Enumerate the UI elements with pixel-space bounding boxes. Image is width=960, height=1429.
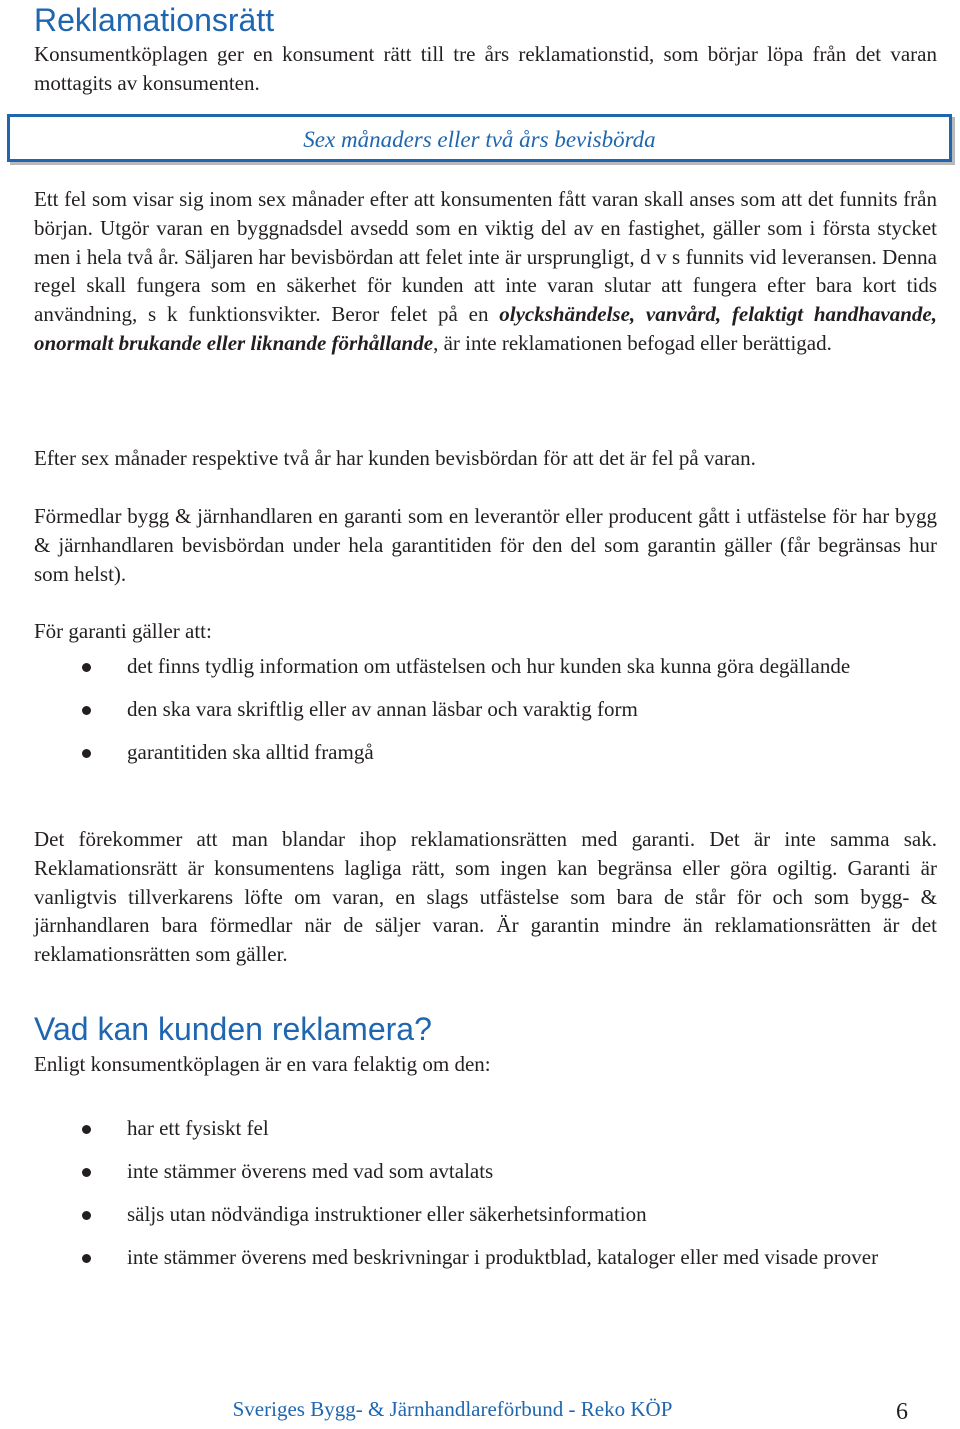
list-item: det finns tydlig information om utfästelsen och hur kunden ska kunna göra degällande — [34, 649, 937, 685]
bullet-icon — [82, 706, 91, 715]
section-title-vad-kan-kunden-reklamera: Vad kan kunden reklamera? — [34, 1011, 432, 1047]
list-item: garantitiden ska alltid framgå — [34, 735, 937, 771]
list-item: inte stämmer överens med vad som avtalats — [34, 1154, 937, 1190]
burden-paragraph — [34, 185, 937, 358]
defect-intro: Enligt konsumentköplagen är en vara felaktig om den: — [34, 1052, 491, 1076]
intro-paragraph: Konsumentköplagen ger en konsument rätt till tre års reklamationstid, som börjar löpa från det varan mottagits av konsumenten. — [34, 42, 937, 95]
burden-of-proof-box — [7, 114, 952, 162]
defect-bullet-list — [34, 1111, 937, 1283]
bullet-icon — [82, 1254, 91, 1263]
bullet-icon — [82, 1125, 91, 1134]
section-title-reklamationsratt: Reklamationsrätt — [34, 2, 275, 38]
mediated-guarantee-paragraph: Förmedlar bygg & järnhandlaren en garanti som en leverantör eller producent gått i utfästelse för har bygg & järnhandlaren bevisbördan under hela garantitiden för den del som garantin gäller (får begränsas hur som helst). — [34, 504, 937, 586]
after-six-months-paragraph: Efter sex månader respektive två år har kunden bevisbördan för att det är fel på varan. — [34, 446, 756, 470]
guarantee-bullet-list — [34, 649, 937, 778]
list-item: har ett fysiskt fel — [34, 1111, 937, 1147]
bullet-icon — [82, 749, 91, 758]
box-title: Sex månaders eller två års bevisbörda — [303, 127, 656, 152]
guarantee-lead: För garanti gäller att: — [34, 619, 212, 643]
bullet-icon — [82, 663, 91, 672]
footer-text: Sveriges Bygg- & Järnhandlareförbund - Reko KÖP — [232, 1397, 673, 1421]
burden-text-start: Ett fel som visar sig inom sex månader efter att konsumenten fått varan skall anses som att det funnits från början. Utgör varan en byggnadsdel avsedd som en viktig del av en fastighet, gäller som i första stycket men i hela två år. Säljaren har bevisbördan att felet inte är ursprungligt, d v s funnits vid leveransen. Denna regel skall fungera som en säkerhet för kunden att inte varan slutar att fungera efter bara kort tids användning, s k funktionsvikter. Beror felet på en — [34, 187, 937, 327]
burden-emphasis: olyckshändelse, vanvård, felaktigt handhavande, onormalt brukande eller liknande förhållande — [34, 302, 937, 355]
list-item: inte stämmer överens med beskrivningar i produktblad, kataloger eller med visade prover — [34, 1240, 937, 1276]
burden-text-end: , är inte reklamationen befogad eller berättigad. — [433, 330, 832, 355]
list-item: den ska vara skriftlig eller av annan läsbar och varaktig form — [34, 692, 937, 728]
guarantee-vs-claim-paragraph: Det förekommer att man blandar ihop reklamationsrätten med garanti. Det är inte samma sak. Reklamationsrätt är konsumentens lagliga rätt, som ingen kan begränsa eller göra ogiltig. Garanti är vanligtvis tillverkarens löfte om varan, en slags utfästelse som bara de står för och som bygg- & järnhandlaren bara förmedlar när de säljer varan. Är garantin mindre än reklamationsrätten är det reklamationsrätten som gäller. — [34, 827, 937, 967]
bullet-icon — [82, 1211, 91, 1220]
list-item: säljs utan nödvändiga instruktioner eller säkerhetsinformation — [34, 1197, 937, 1233]
page-number: 6 — [896, 1399, 908, 1425]
bullet-icon — [82, 1168, 91, 1177]
